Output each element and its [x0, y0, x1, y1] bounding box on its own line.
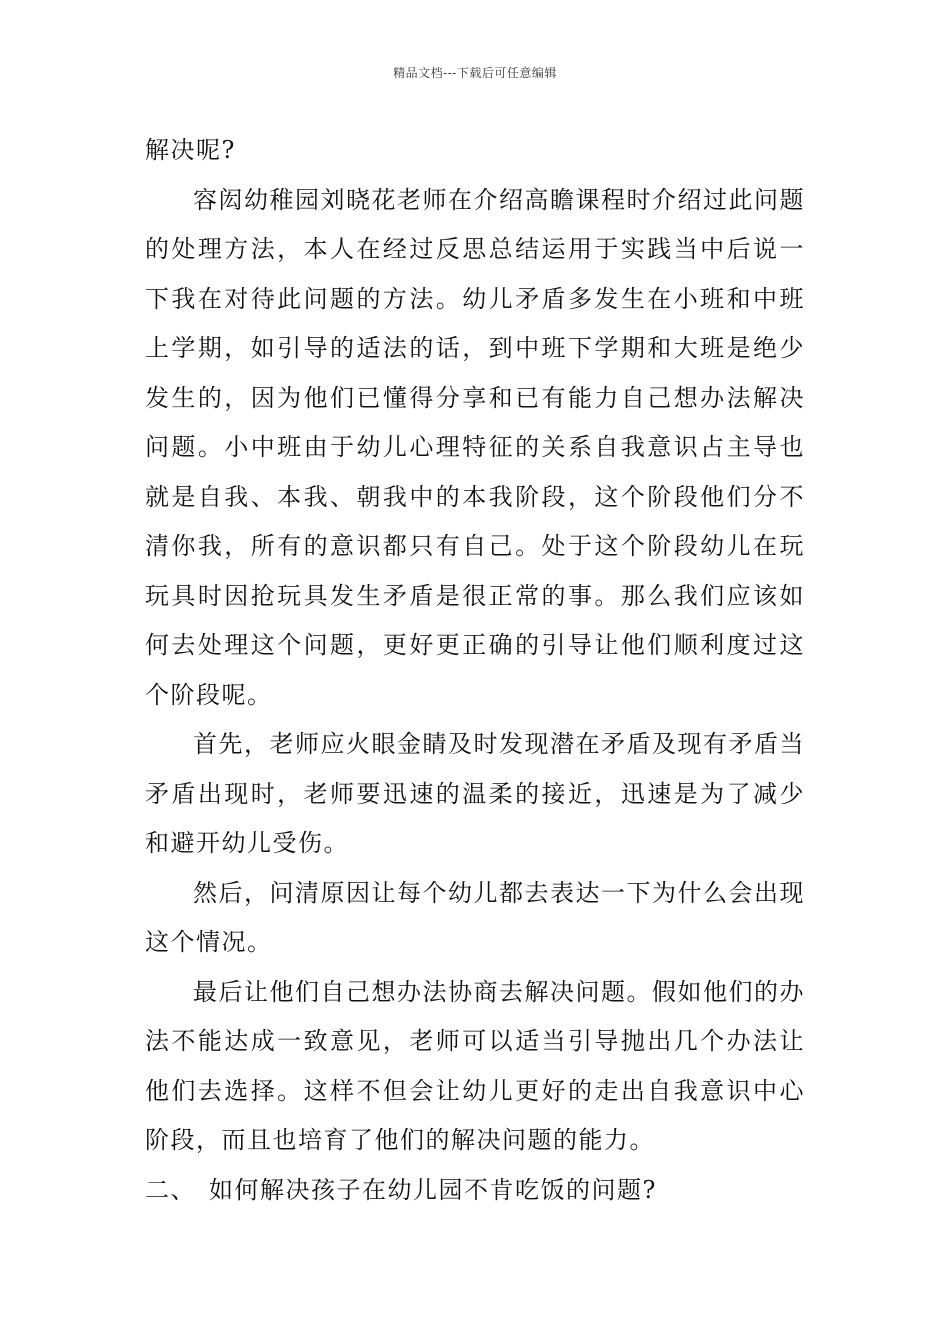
document-body [145, 126, 805, 1215]
paragraph-continuation: 解决呢? [145, 136, 236, 164]
page-header: 精品文档---下载后可任意编辑 [393, 66, 557, 80]
paragraph-method-intro: 容闳幼稚园刘晓花老师在介绍高瞻课程时介绍过此问题的处理方法，本人在经过反思总结运用于实践当中后说一下我在对待此问题的方法。幼儿矛盾多发生在小班和中班上学期，如引导的适法的话，到中班下学期和大班是绝少发生的，因为他们已懂得分享和已有能力自己想办法解决问题。小中班由于幼儿心理特征的关系自我意识占主导也就是自我、本我、朝我中的本我阶段，这个阶段他们分不清你我，所有的意识都只有自己。处于这个阶段幼儿在玩玩具时因抢玩具发生矛盾是很正常的事。那么我们应该如何去处理这个问题，更好更正确的引导让他们顺利度过这个阶段呢。 [145, 185, 805, 709]
paragraph-second-step: 然后，问清原因让每个幼儿都去表达一下为什么会出现这个情况。 [145, 878, 805, 956]
section-title: 如何解决孩子在幼儿园不肯吃饭的问题? [209, 1175, 657, 1204]
section-number: 二、 [145, 1175, 196, 1204]
paragraph-final-step: 最后让他们自己想办法协商去解决问题。假如他们的办法不能达成一致意见，老师可以适当引导抛出几个办法让他们去选择。这样不但会让幼儿更好的走出自我意识中心阶段，而且也培育了他们的解决问题的能力。 [145, 977, 805, 1154]
section-heading [145, 1166, 805, 1216]
paragraph-first-step: 首先，老师应火眼金睛及时发现潜在矛盾及现有矛盾当矛盾出现时，老师要迅速的温柔的接近，迅速是为了减少和避开幼儿受伤。 [145, 730, 805, 857]
